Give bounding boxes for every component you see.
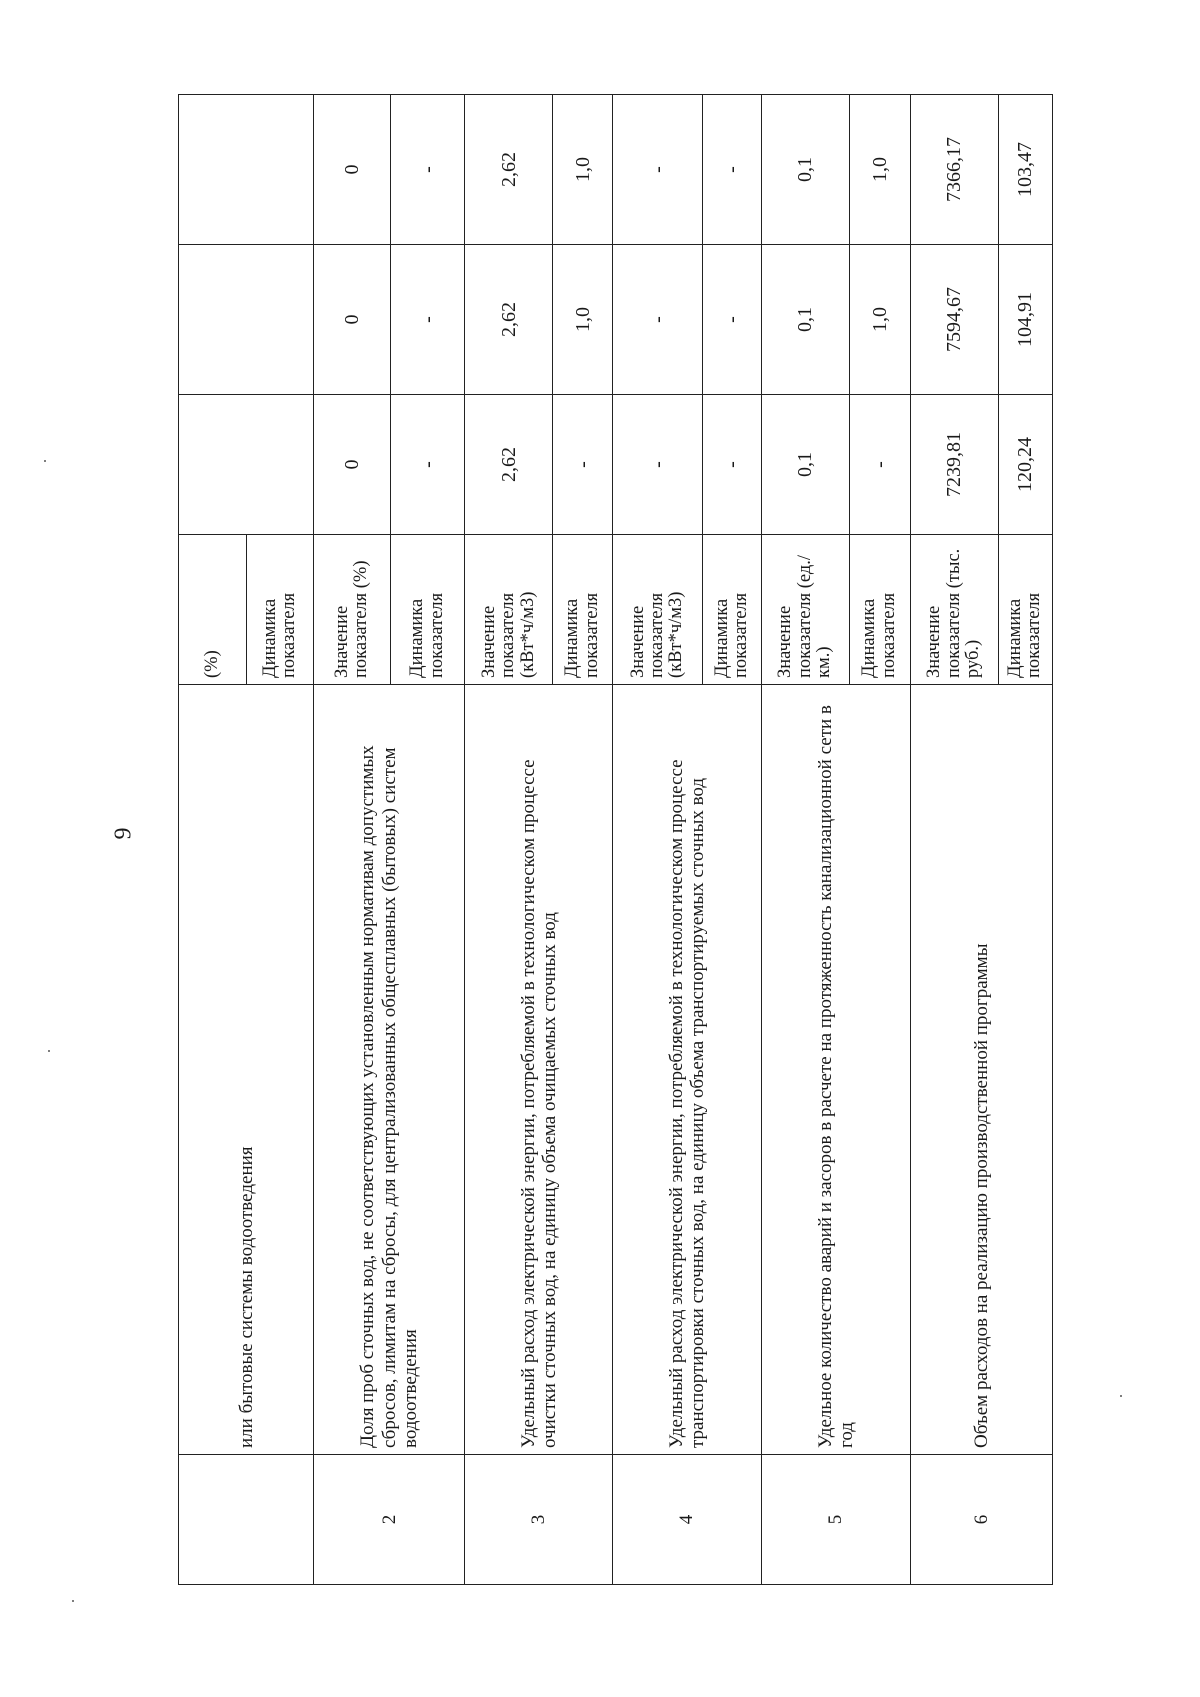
value-cell: - xyxy=(703,95,762,245)
row-number: 4 xyxy=(613,1455,762,1585)
value-cell: - xyxy=(390,95,464,245)
rotated-table-container xyxy=(178,95,1053,1585)
indicator-unit: Динамика показателя xyxy=(246,535,314,685)
indicator-unit: Значение показателя (тыс. руб.) xyxy=(910,535,998,685)
value-cell: 1,0 xyxy=(553,245,613,395)
indicator-unit: (%) xyxy=(179,535,247,685)
value-cell: 7366,17 xyxy=(910,95,998,245)
value-cell: - xyxy=(703,245,762,395)
table-row xyxy=(613,95,703,1585)
page-number: 9 xyxy=(110,827,137,840)
scan-artifact xyxy=(48,1050,50,1052)
indicator-name: Удельный расход электрической энергии, потребляемой в технологическом процессе транспортировки сточных вод, на единицу объема транспортируемых сточных вод xyxy=(613,685,762,1455)
value-cell: 2,62 xyxy=(465,245,553,395)
value-cell: - xyxy=(703,395,762,535)
indicator-unit: Значение показателя (ед./км.) xyxy=(761,535,849,685)
indicator-unit: Значение показателя (кВт*ч/м3) xyxy=(465,535,553,685)
indicator-unit: Динамика показателя xyxy=(998,535,1052,685)
value-cell: 0,1 xyxy=(761,245,849,395)
value-cell: 7594,67 xyxy=(910,245,998,395)
value-cell: 2,62 xyxy=(465,95,553,245)
indicator-name: Доля проб сточных вод, не соответствующих установленным нормативам допустимых сбросов, лимитам на сбросы, для централизованных общесплавных (бытовых) систем водоотведения xyxy=(314,685,465,1455)
indicator-unit: Динамика показателя xyxy=(390,535,464,685)
table-row xyxy=(761,95,849,1585)
indicators-table xyxy=(178,94,1053,1585)
indicator-unit: Значение показателя (%) xyxy=(314,535,391,685)
value-cell: 1,0 xyxy=(553,95,613,245)
scan-artifact xyxy=(44,460,46,462)
table-row xyxy=(910,95,998,1585)
indicator-unit: Динамика показателя xyxy=(553,535,613,685)
value-cell xyxy=(179,395,314,535)
value-cell: - xyxy=(553,395,613,535)
value-cell: - xyxy=(613,395,703,535)
value-cell xyxy=(179,245,314,395)
value-cell: - xyxy=(390,245,464,395)
value-cell: 1,0 xyxy=(849,95,910,245)
table-row xyxy=(314,95,391,1585)
value-cell: - xyxy=(613,245,703,395)
table-row xyxy=(179,95,247,1585)
indicator-unit: Динамика показателя xyxy=(703,535,762,685)
value-cell: 0,1 xyxy=(761,95,849,245)
value-cell: 0 xyxy=(314,245,391,395)
row-number: 2 xyxy=(314,1455,465,1585)
scan-artifact xyxy=(72,1600,74,1602)
value-cell xyxy=(179,95,314,245)
row-number: 6 xyxy=(910,1455,1052,1585)
indicator-unit: Значение показателя (кВт*ч/м3) xyxy=(613,535,703,685)
row-number xyxy=(179,1455,314,1585)
indicator-name: Удельное количество аварий и засоров в расчете на протяженность канализационной сети в год xyxy=(761,685,910,1455)
row-number: 5 xyxy=(761,1455,910,1585)
value-cell: 103,47 xyxy=(998,95,1052,245)
value-cell: 104,91 xyxy=(998,245,1052,395)
indicator-name: Объем расходов на реализацию производственной программы xyxy=(910,685,1052,1455)
row-number: 3 xyxy=(465,1455,613,1585)
value-cell: 0 xyxy=(314,395,391,535)
scan-artifact xyxy=(1120,1395,1122,1397)
value-cell: - xyxy=(390,395,464,535)
value-cell: 0,1 xyxy=(761,395,849,535)
table-row xyxy=(465,95,553,1585)
value-cell: 7239,81 xyxy=(910,395,998,535)
value-cell: 0 xyxy=(314,95,391,245)
indicator-name: или бытовые системы водоотведения xyxy=(179,685,314,1455)
value-cell: 120,24 xyxy=(998,395,1052,535)
value-cell: 2,62 xyxy=(465,395,553,535)
indicator-name: Удельный расход электрической энергии, потребляемой в технологическом процессе очистки сточных вод, на единицу объема очищаемых сточных вод xyxy=(465,685,613,1455)
value-cell: 1,0 xyxy=(849,245,910,395)
value-cell: - xyxy=(849,395,910,535)
indicator-unit: Динамика показателя xyxy=(849,535,910,685)
value-cell: - xyxy=(613,95,703,245)
